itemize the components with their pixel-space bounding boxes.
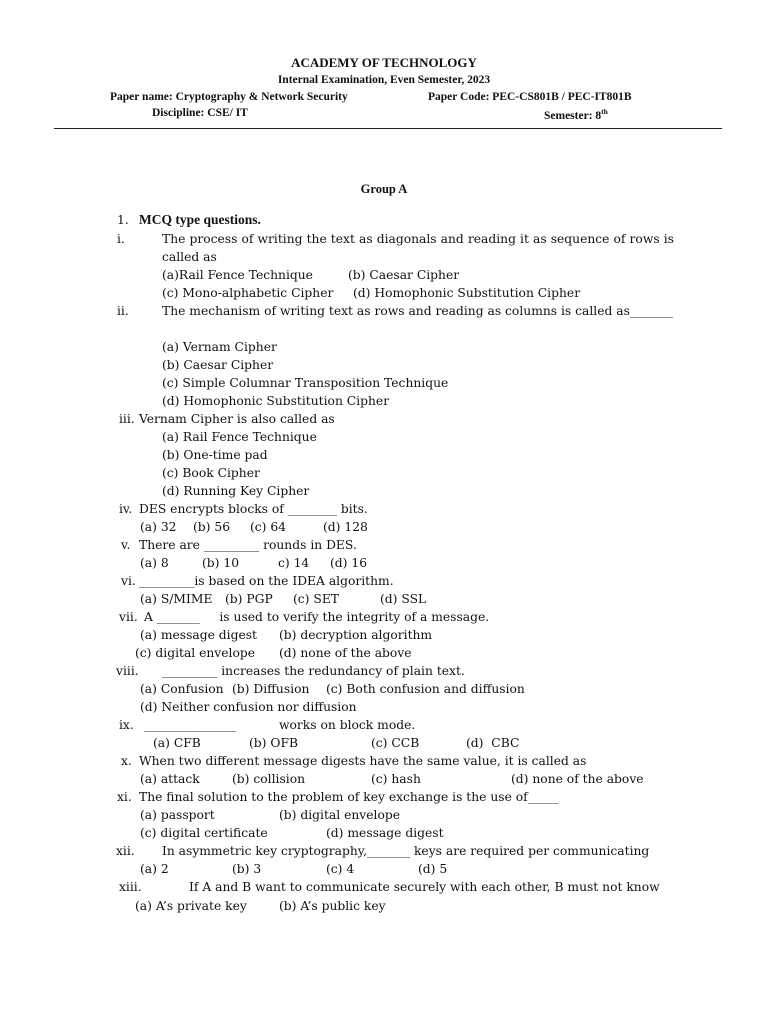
q4-opt-d: (d) 128 [323, 520, 368, 534]
paper-code: Paper Code: PEC-CS801B / PEC-IT801B [428, 91, 632, 103]
discipline: Discipline: CSE/ IT [152, 107, 248, 119]
q6-opt-b: (b) PGP [225, 592, 273, 606]
header-divider [54, 128, 722, 129]
q3-opt-a: (a) Rail Fence Technique [162, 430, 317, 444]
q12-opt-a: (a) 2 [140, 862, 169, 876]
q7-opt-d: (d) none of the above [279, 646, 412, 660]
q7-number: vii. [119, 610, 138, 624]
q8-opt-c: (c) Both confusion and diffusion [326, 682, 525, 696]
q13-stem: If A and B want to communicate securely with each other, B must not know [189, 880, 660, 894]
q10-opt-c: (c) hash [371, 772, 421, 786]
q3-opt-c: (c) Book Cipher [162, 466, 260, 480]
q11-opt-b: (b) digital envelope [279, 808, 401, 822]
q1-opt-a: (a)Rail Fence Technique [162, 268, 313, 282]
q9-number: ix. [119, 718, 134, 732]
q12-opt-d: (d) 5 [418, 862, 448, 876]
q3-opt-d: (d) Running Key Cipher [162, 484, 310, 498]
q2-opt-c: (c) Simple Columnar Transposition Technique [162, 376, 449, 390]
institution-name: ACADEMY OF TECHNOLOGY [291, 55, 477, 70]
q7-opt-b: (b) decryption algorithm [279, 628, 433, 642]
q10-number: x. [121, 754, 132, 768]
q6-opt-d: (d) SSL [380, 592, 427, 606]
q11-number: xi. [117, 790, 132, 804]
q6-opt-c: (c) SET [293, 592, 339, 606]
q5-opt-c: c) 14 [278, 556, 310, 570]
group-title: Group A [360, 182, 408, 196]
q11-opt-d: (d) message digest [326, 826, 444, 840]
q4-opt-b: (b) 56 [193, 520, 231, 534]
q8-stem: _________ increases the redundancy of plain text. [162, 664, 465, 678]
q13-opt-b: (b) A’s public key [279, 899, 386, 913]
q6-stem: _________is based on the IDEA algorithm. [139, 574, 394, 588]
q9-opt-d: (d) CBC [466, 736, 520, 750]
q2-opt-d: (d) Homophonic Substitution Cipher [162, 394, 390, 408]
q1-number: i. [117, 232, 125, 246]
q12-opt-b: (b) 3 [232, 862, 262, 876]
q13-number: xiii. [119, 880, 142, 894]
q5-opt-d: (d) 16 [330, 556, 368, 570]
q7-opt-c: (c) digital envelope [135, 646, 256, 660]
section-number: 1. [117, 213, 129, 227]
q3-stem: Vernam Cipher is also called as [139, 412, 335, 426]
q12-stem: In asymmetric key cryptography,_______ keys are required per communicating [162, 844, 650, 858]
q5-opt-a: (a) 8 [140, 556, 169, 570]
q2-opt-a: (a) Vernam Cipher [162, 340, 277, 354]
q8-opt-d: (d) Neither confusion nor diffusion [140, 700, 357, 714]
q5-stem: There are _________ rounds in DES. [139, 538, 357, 552]
q9-blank: _______________ [144, 718, 237, 732]
q12-opt-c: (c) 4 [326, 862, 355, 876]
q11-stem: The final solution to the problem of key exchange is the use of_____ [139, 790, 559, 804]
q3-number: iii. [119, 412, 135, 426]
q10-opt-b: (b) collision [232, 772, 306, 786]
q7-opt-a: (a) message digest [140, 628, 257, 642]
q6-number: vi. [121, 574, 136, 588]
q1-opt-d: (d) Homophonic Substitution Cipher [353, 286, 581, 300]
exam-title: Internal Examination, Even Semester, 2023 [277, 74, 491, 86]
q9-opt-c: (c) CCB [371, 736, 420, 750]
q7-stem: A _______ is used to verify the integrity of a message. [144, 610, 490, 624]
q9-opt-b: (b) OFB [249, 736, 299, 750]
q3-opt-b: (b) One-time pad [162, 448, 268, 462]
q9-stem: works on block mode. [279, 718, 416, 732]
semester: Semester: 8th [544, 107, 608, 122]
q1-opt-c: (c) Mono-alphabetic Cipher [162, 286, 334, 300]
q8-opt-a: (a) Confusion [140, 682, 224, 696]
q11-opt-c: (c) digital certificate [140, 826, 268, 840]
q8-number: viii. [116, 664, 139, 678]
q2-number: ii. [117, 304, 129, 318]
q8-opt-b: (b) Diffusion [232, 682, 310, 696]
q1-stem: The process of writing the text as diagonals and reading it as sequence of rows is called as [162, 232, 674, 264]
q12-number: xii. [116, 844, 135, 858]
paper-name: Paper name: Cryptography & Network Security [110, 91, 348, 103]
q13-opt-a: (a) A’s private key [135, 899, 247, 913]
q10-stem: When two different message digests have the same value, it is called as [139, 754, 587, 768]
q5-number: v. [121, 538, 131, 552]
q6-opt-a: (a) S/MIME [140, 592, 213, 606]
q10-opt-d: (d) none of the above [511, 772, 644, 786]
q9-opt-a: (a) CFB [153, 736, 201, 750]
q4-opt-a: (a) 32 [140, 520, 177, 534]
q4-opt-c: (c) 64 [250, 520, 287, 534]
q2-stem: The mechanism of writing text as rows and reading as columns is called as_______ [162, 304, 673, 318]
q2-opt-b: (b) Caesar Cipher [162, 358, 274, 372]
q10-opt-a: (a) attack [140, 772, 200, 786]
q11-opt-a: (a) passport [140, 808, 215, 822]
q4-stem: DES encrypts blocks of ________ bits. [139, 502, 368, 516]
q4-number: iv. [119, 502, 133, 516]
section-title: MCQ type questions. [139, 212, 261, 227]
q1-opt-b: (b) Caesar Cipher [348, 268, 460, 282]
q5-opt-b: (b) 10 [202, 556, 240, 570]
